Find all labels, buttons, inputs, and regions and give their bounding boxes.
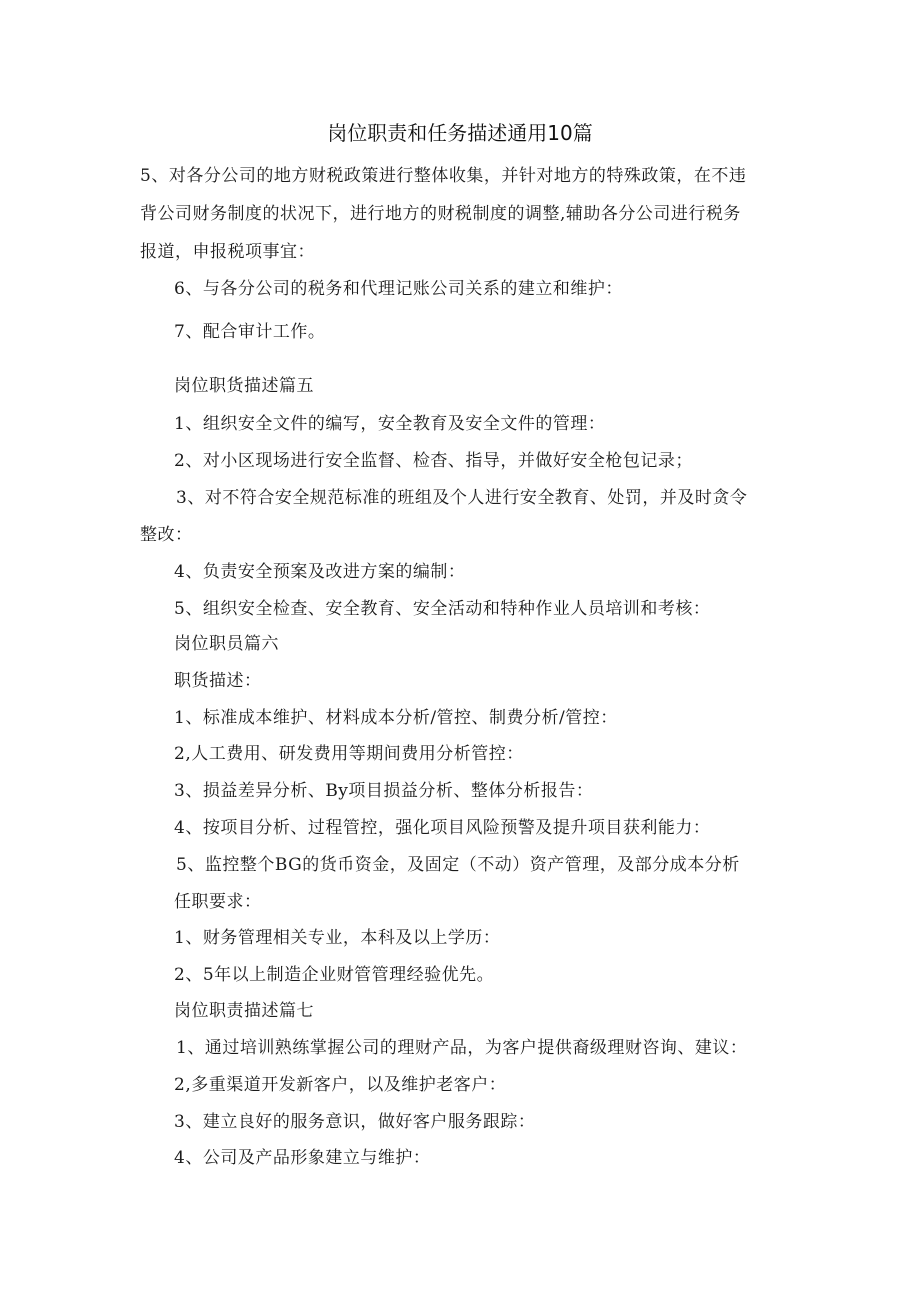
document-title: 岗位职责和任务描述通用10篇 <box>327 121 593 145</box>
text-line: 3、对不符合安全规范标准的班组及个人进行安全教育、处罚，并及时贪令 <box>176 488 748 508</box>
text-line: 背公司财务制度的状况下，进行地方的财税制度的调整,辅助各分公司进行税务 <box>140 204 741 224</box>
section-heading: 岗位职货描述篇五 <box>174 376 314 396</box>
text-line: 1、标准成本维护、材料成本分析/管控、制费分析/管控： <box>174 708 618 728</box>
text-line: 5、对各分公司的地方财税政策进行整体收集，并针对地方的特殊政策，在不违 <box>140 166 747 186</box>
section-heading: 岗位职责描述篇七 <box>174 1001 314 1021</box>
text-line: 4、公司及产品形象建立与维护： <box>174 1148 431 1168</box>
text-line: 6、与各分公司的税务和代理记账公司关系的建立和维护： <box>174 279 623 299</box>
text-line: 4、负责安全预案及改进方案的编制： <box>174 562 466 582</box>
text-line: 3、建立良好的服务意识，做好客户服务跟踪： <box>174 1112 536 1132</box>
text-line: 2,多重渠道开发新客户，以及维护老客户： <box>174 1075 507 1095</box>
section-heading: 岗位职员篇六 <box>174 634 279 654</box>
text-line: 2、5年以上制造企业财管管理经验优先。 <box>174 965 495 985</box>
text-line: 2、对小区现场进行安全监督、检杳、指导，并做好安全枪包记录； <box>174 451 693 471</box>
text-line: 7、配合审计工作。 <box>174 322 326 342</box>
text-line: 1、通过培训熟练掌握公司的理财产品，为客户提供裔级理财咨询、建议： <box>176 1038 748 1058</box>
subsection-label: 职货描述： <box>174 671 262 691</box>
text-line: 报道，申报税项事宜： <box>140 242 315 262</box>
subsection-label: 任职要求： <box>174 892 262 912</box>
text-line: 4、按项目分析、过程管控，强化项目风险预警及提升项目获利能力： <box>174 818 711 838</box>
text-line: 5、监控整个BG的货币资金，及固定（不动）资产管理，及部分成本分析 <box>176 855 740 875</box>
text-line: 1、组织安全文件的编写，安全教育及安全文件的管理： <box>174 414 606 434</box>
text-line: 5、组织安全检查、安全教育、安全活动和特种作业人员培训和考核： <box>174 599 711 619</box>
text-line: 1、财务管理相关专业，本科及以上学历： <box>174 928 501 948</box>
text-line: 2,人工费用、研发费用等期间费用分析管控： <box>174 744 524 764</box>
text-line: 整改： <box>140 525 193 545</box>
text-line: 3、损益差异分析、By项目损益分析、整体分析报告： <box>174 781 594 801</box>
